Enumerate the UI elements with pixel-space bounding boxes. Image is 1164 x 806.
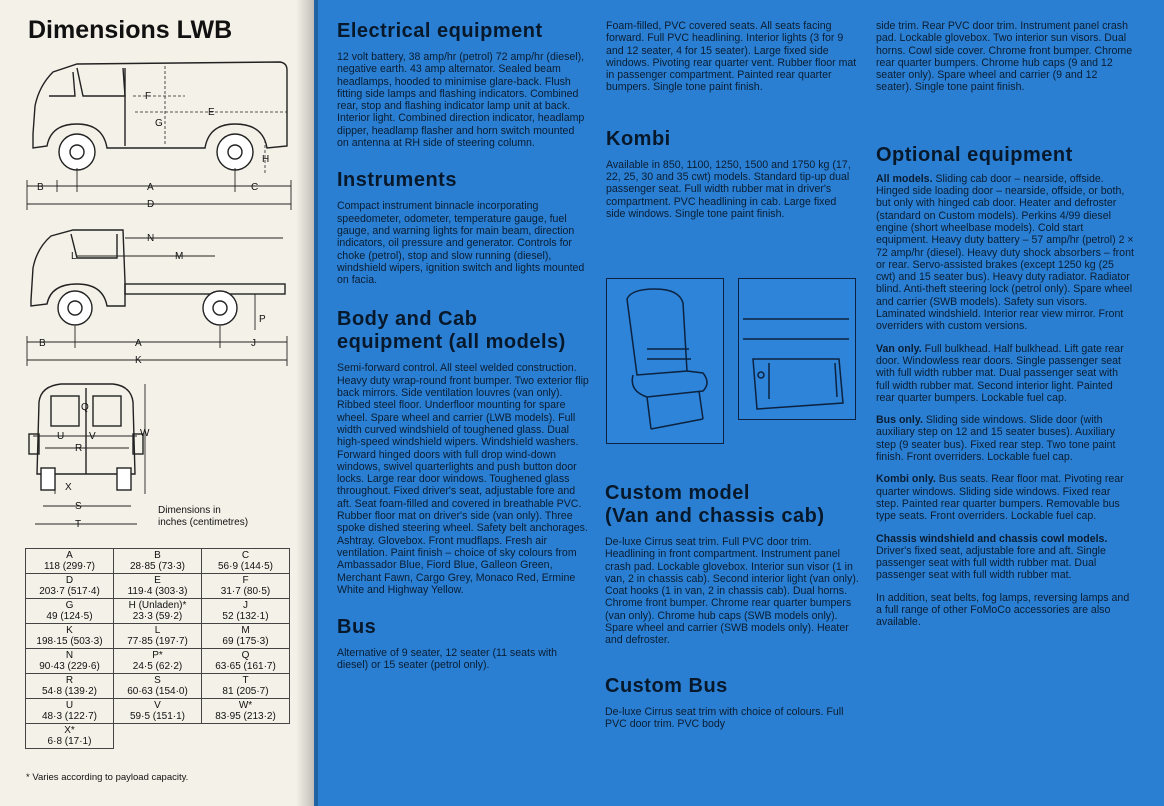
dim-letter-n: N [147,233,155,244]
body-heading-line2: equipment (all models) [337,331,566,354]
dimension-letter: T [242,675,249,686]
dimension-cell [26,649,114,674]
body-text: Semi-forward control. All steel welded construction. Heavy duty wrap-round front bumper. Two exterior flip back mirrors. Side ventilation louvres (van only). Ribbed steel floor. Underfloor mounting for spare wheel. Spare wheel and carrier (LWB models). Full width curved windshield of toughened glass. Dual high-speed windshield wipers. Windshield washers. Forward hinged doors with full drop wind-down windows, swivel quarterlights and push button door locks. Large rear door windows. Toughened glass throughout. Fixed driver's seat, adjustable fore and aft. Seat foam-filled and covered in breathable PVC. Rubber floor mat on driver's side (van only). Three spoke dished steering wheel. Safety belt anchorages. Ashtray. Glovebox. Front mudflaps. Fresh air ventilation. Paint finish – choice of sky colours from Ambassador Blue, Fiord Blue, Galleon Green, Merchant Fawn, Cargo Grey, Monaco Red, Ermine White and Highway Yellow. [337,362,589,596]
dim-letter-g: G [155,118,163,129]
optional-section-text: Driver's fixed seat, adjustable fore and aft. Single passenger seat with full width rubber mat. Dual passenger seat with full width rubber mat. [876,544,1106,582]
dimension-cell [26,599,114,624]
kombi-heading: Kombi [606,127,671,150]
dim-letter-d: D [147,199,155,210]
dim-letter-t: T [75,519,82,530]
optional-section-text: Sliding side windows. Slide door (with auxiliary step on 12 and 15 seater buses). Auxiliary step (9 seater bus). Fixed rear step. Two tone paint finish. Front overriders. Lockable fuel cap. [876,414,1116,464]
dimensions-note-line2: inches (centimetres) [158,517,249,528]
optional-section-lead: Chassis windshield and chassis cowl models. [876,532,1108,545]
dimension-value: 63·65 (161·7) [215,661,276,672]
dimension-value: 69 (175·3) [222,636,269,647]
dim-letter-r: R [75,443,83,454]
dim-letter-q: Q [81,402,89,413]
dimension-cell [26,699,114,724]
dimension-letter: M [241,625,250,636]
dim-letter-j: J [251,338,256,349]
dim-letter-b: B [37,182,44,193]
dimension-letter: J [243,600,248,611]
dimension-value: 90·43 (229·6) [39,661,100,672]
dimensions-note-line1: Dimensions in [158,505,221,516]
optional-section [876,173,1134,333]
van-rear-view-drawing [25,378,165,533]
dimension-cell [114,724,202,749]
custom-bus-heading: Custom Bus [605,674,728,697]
dimension-cell [114,574,202,599]
dimension-letter: A [66,550,73,561]
dim-letter-s: S [75,501,82,512]
optional-heading: Optional equipment [876,143,1073,166]
dimension-letter: B [154,550,161,561]
dim-letter-m: M [175,251,184,262]
dim-letter-b2: B [39,338,46,349]
column-1 [337,20,589,672]
dim-letter-a2: A [135,338,142,349]
dimension-value: 203·7 (517·4) [39,586,100,597]
optional-sections [876,173,1134,629]
dimension-value: 49 (124·5) [46,611,93,622]
optional-section [876,592,1134,629]
bus-text: Alternative of 9 seater, 12 seater (11 seats with diesel) or 15 seater (petrol only). [337,647,558,672]
dim-letter-h: H [262,154,270,165]
dimension-letter: W* [238,700,253,711]
dimension-letter: N [65,650,74,661]
van-side-view-drawing [25,56,295,216]
dimension-letter: S [154,675,161,686]
dimension-cell [202,549,290,574]
dimension-value: 52 (132·1) [222,611,269,622]
custom-bus-continued-text: side trim. Rear PVC door trim. Instrument panel crash pad. Lockable glovebox. Two interior sun visors. Dual horns. Cowl side cover. Chrome front bumper. Chrome rear quarter bumpers. Chrome hub caps (9 and 12 seater only). Spare wheel and carrier (9 and 12 seater). Single tone paint finish. [876,20,1133,94]
dimension-cell [114,649,202,674]
dimension-letter: F [242,575,249,586]
dimension-cell [202,724,290,749]
dimension-cell [26,574,114,599]
column-2-lower [605,482,859,730]
dimension-cell [26,624,114,649]
dimension-value: 31·7 (80·5) [220,586,271,597]
bus-heading: Bus [337,616,377,639]
dim-letter-c: C [251,182,259,193]
custom-bus-text: De-luxe Cirrus seat trim with choice of colours. Full PVC door trim. PVC body [605,705,844,730]
dimension-letter: U [65,700,74,711]
optional-section-lead: Kombi only. [876,473,936,486]
dimension-cell [114,599,202,624]
optional-section-text: Full bulkhead. Half bulkhead. Lift gate rear door. Windowless rear doors. Single passenger seat with full width rubber mat. Dual passenger seat with full width rubber mat. Second interior light. Painted rear quarter bumpers. Lockable fuel cap. [876,342,1124,404]
dimension-letter: Q [241,650,250,661]
optional-section [876,343,1134,404]
dimension-value: 198·15 (503·3) [36,636,103,647]
optional-section-text: Bus seats. Rear floor mat. Pivoting rear quarter windows. Sliding side windows. Fixed rear step. Painted rear quarter bumpers. Removable bus type seats. Front overriders. Lockable fuel cap. [876,473,1124,523]
dimension-cell [26,549,114,574]
dimension-value: 77·85 (197·7) [127,636,188,647]
dimension-letter: C [241,550,250,561]
optional-section [876,414,1134,463]
dim-letter-l: L [71,251,77,262]
dimensions-row [26,724,290,749]
dimension-cell [114,699,202,724]
page-gutter [296,0,318,806]
dimensions-row [26,699,290,724]
glovebox-icon [739,279,855,419]
dimension-cell [26,724,114,749]
dimension-value: 23·3 (59·2) [132,611,183,622]
dimension-cell [202,574,290,599]
dimension-letter: L [154,625,161,636]
dimensions-row [26,624,290,649]
column-3 [876,20,1134,629]
dimension-letter: P* [152,650,163,661]
dim-letter-a: A [147,182,154,193]
dim-letter-x: X [65,482,72,493]
dimensions-row [26,649,290,674]
dimension-cell [114,624,202,649]
dimension-letter: D [65,575,74,586]
optional-section-text: Sliding cab door – nearside, offside. Hinged side loading door – nearside, offside, or both, but only with hinged cab door. Heater and defroster (standard on Custom models). Perkins 4/99 diesel engine (short wheelbase models). Cold start equipment. Heavy duty battery – 57 amp/hr (petrol) 2 × 72 amp/hr (diesel). Heavy duty shock absorbers – front or rear. Servo-assisted brakes (except 1250 kg (25 cwt) and 15 seater bus). Heavy duty radiator. Radiator blind. Anti-theft steering lock (petrol only). Spare wheel and carrier (SWB models). Safety sun visors. Laminated windshield. Interior rear view mirror. Front overriders with custom versions. [876,172,1134,333]
dimension-letter: G [65,600,74,611]
dimensions-row [26,599,290,624]
dimension-value: 119·4 (303·3) [127,586,188,597]
dimension-letter: X* [64,725,75,736]
dimension-letter: H (Unladen)* [128,600,187,611]
column-2 [606,20,858,220]
bus-continued-text: Foam-filled, PVC covered seats. All seats facing forward. Full PVC headlining. Interior lights (3 for 9 and 12 seater, 4 for 15 seater). Large fixed side windows. Pivoting rear quarter vent. Rubber floor mat in passenger compartment. Painted rear quarter bumpers. Single tone paint finish. [606,20,857,94]
seat-illustration [606,278,724,444]
dimension-cell [202,649,290,674]
dimension-letter: E [154,575,161,586]
dimension-letter: V [154,700,161,711]
dimension-cell [26,674,114,699]
dimension-value: 54·8 (139·2) [41,686,98,697]
optional-section [876,473,1134,522]
dimensions-row [26,674,290,699]
dimension-value: 6·8 (17·1) [47,736,92,747]
dimension-value: 24·5 (62·2) [132,661,183,672]
seat-icon [607,279,723,443]
instruments-text: Compact instrument binnacle incorporating speedometer, odometer, temperature gauge, fuel gauge, and warning lights for main beam, direction indicators, oil pressure and generator. Controls for choke (petrol), stop and slow running (diesel), windshield wipers, ignition switch and lights mounted on facia. [337,200,585,287]
custom-text: De-luxe Cirrus seat trim. Full PVC door trim. Headlining in front compartment. Instrument panel crash pad. Lockable glovebox. Interior sun visor (1 in van, 2 in chassis cab). Second interior light (van only). Coat hooks (1 in van, 2 in chassis cab). Dual horns. Chrome front bumper. Chrome rear quarter bumpers (van only). Chrome hub caps (SWB models only). Spare wheel and carrier (SWB models only). Heater and defroster. [605,536,859,647]
dimension-cell [202,599,290,624]
footnote: * Varies according to payload capacity. [26,772,189,783]
dimension-cell [114,674,202,699]
electrical-text: 12 volt battery, 38 amp/hr (petrol) 72 amp/hr (diesel), negative earth. 43 amp alternator. Sealed beam headlamps, hooded to minimise glare-back. Flush fitting side lamps and flashing indicators. Combined rear, stop and flashing indicator lamp unit at back. Interior light. Combined direction indicator, headlamp dipper, headlamp flasher and horn switch mounted on antenna at RH side of steering column. [337,51,585,150]
dim-letter-u: U [57,431,65,442]
dimension-cell [202,674,290,699]
dimension-value: 83·95 (213·2) [215,711,276,722]
dimensions-row [26,549,290,574]
dimension-value: 28·85 (73·3) [129,561,186,572]
optional-section-text: In addition, seat belts, fog lamps, reversing lamps and a full range of other FoMoCo accessories are also available. [876,591,1130,629]
page-title: Dimensions LWB [28,16,233,44]
dimension-value: 48·3 (122·7) [41,711,98,722]
dimension-cell [114,549,202,574]
dimension-cell [202,699,290,724]
dim-letter-v: V [89,431,96,442]
electrical-heading: Electrical equipment [337,20,543,42]
optional-section-lead: All models. [876,172,933,185]
glovebox-illustration [738,278,856,420]
dimensions-note [158,505,248,529]
dim-letter-f: F [145,91,152,102]
dim-letter-w: W [140,428,150,439]
dimension-letter: R [65,675,74,686]
kombi-text: Available in 850, 1100, 1250, 1500 and 1750 kg (17, 22, 25, 30 and 35 cwt) models. Standard tip-up dual passenger seat. Full width rubber mat in driver's compartment. PVC headlining in cab. Large fixed side windows. Single tone paint finish. [606,158,851,220]
body-heading-line1: Body and Cab [337,308,478,331]
dim-letter-e: E [208,107,215,118]
instruments-heading: Instruments [337,169,457,192]
dimension-cell [202,624,290,649]
optional-section-lead: Van only. [876,342,922,355]
custom-heading-line2: (Van and chassis cab) [605,505,825,527]
dimensions-table [25,548,290,749]
dimension-value: 59·5 (151·1) [129,711,186,722]
dimension-value: 81 (205·7) [222,686,269,697]
dimension-value: 118 (299·7) [44,561,95,572]
chassis-cab-side-view-drawing [25,222,295,372]
dimension-value: 56·9 (144·5) [217,561,274,572]
dimension-letter: K [66,625,73,636]
dimension-value: 60·63 (154·0) [127,686,188,697]
dim-letter-p: P [259,314,266,325]
dimensions-row [26,574,290,599]
dim-letter-k: K [135,355,142,366]
optional-section [876,533,1134,582]
optional-section-lead: Bus only. [876,414,923,427]
custom-heading-line1: Custom model [605,482,750,504]
